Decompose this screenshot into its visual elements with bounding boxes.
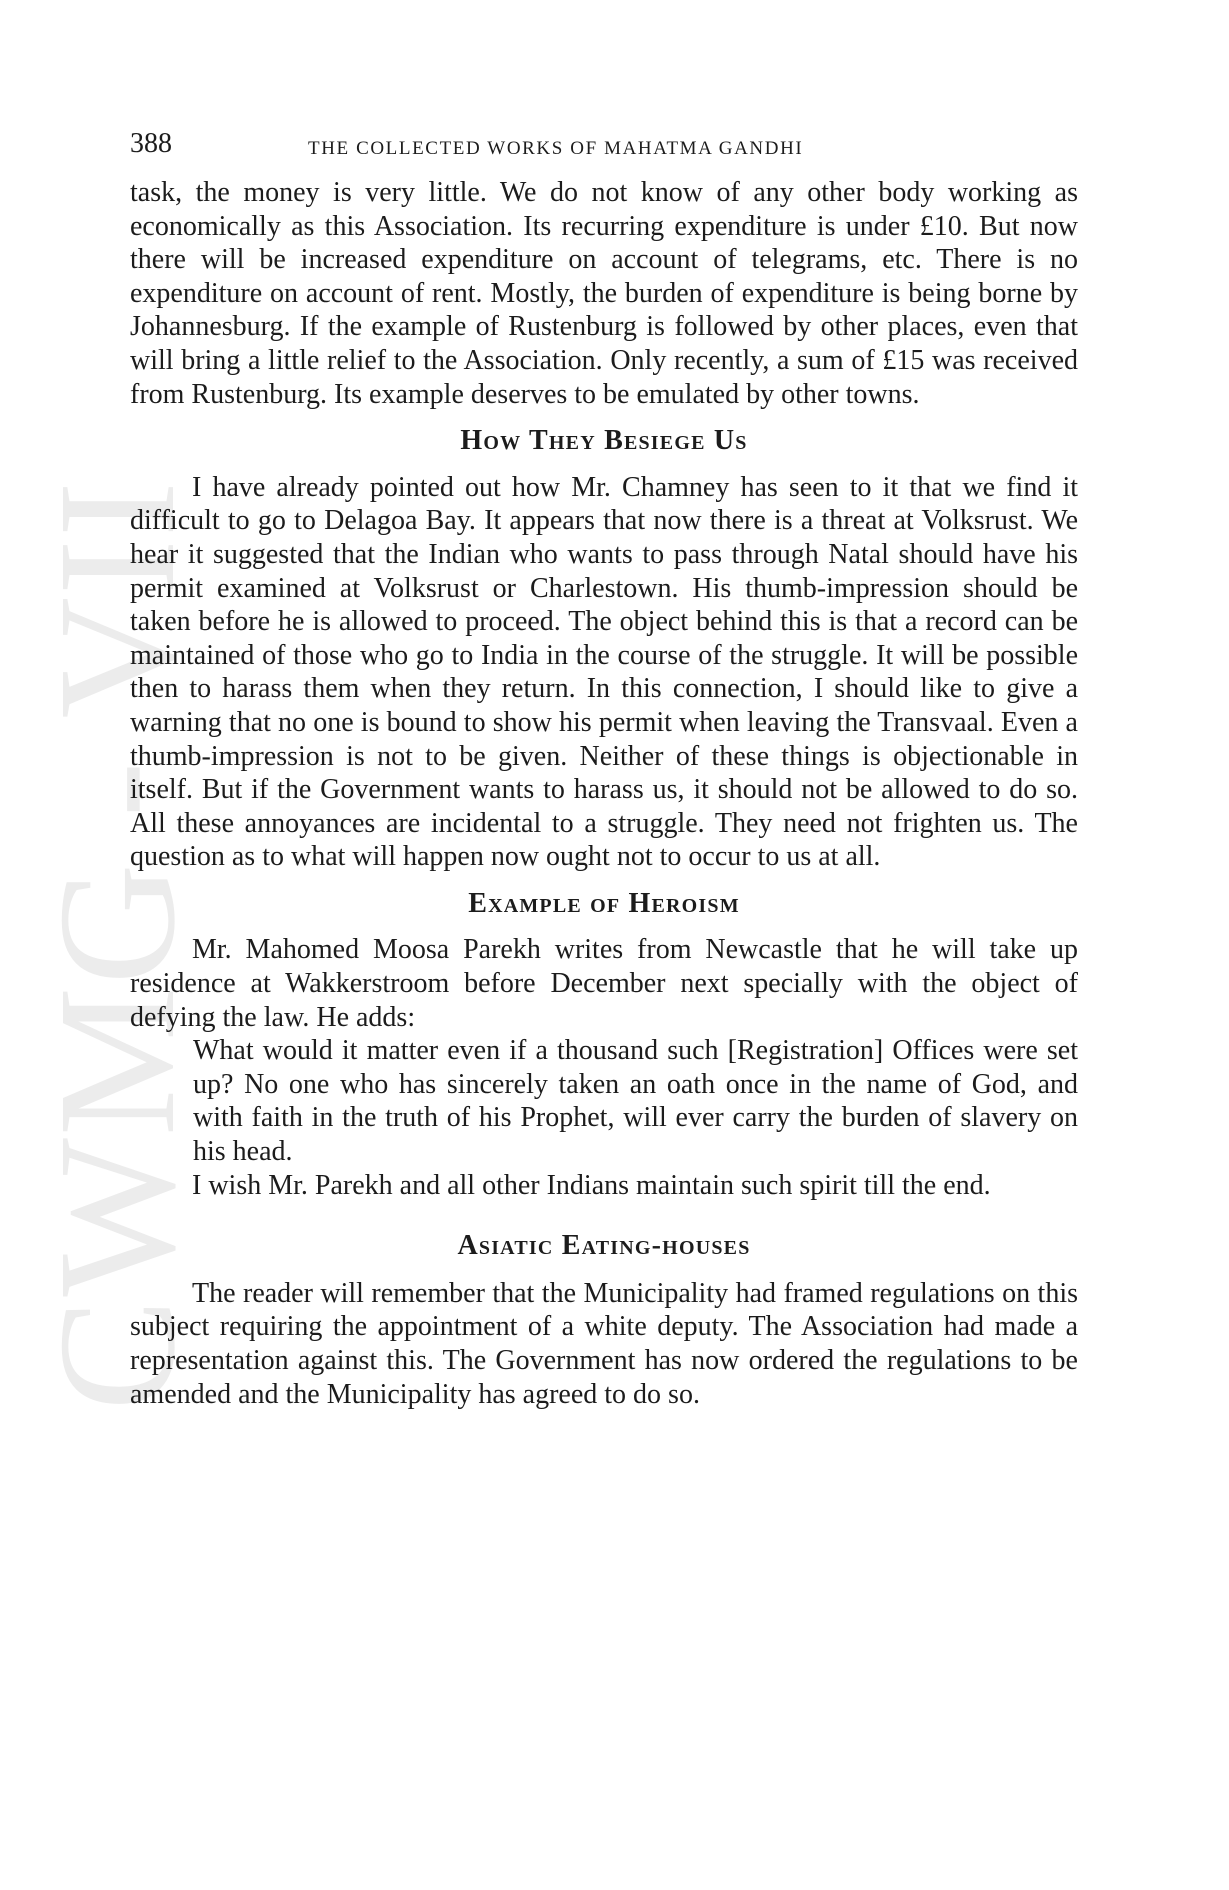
page-content: [130, 128, 1078, 1411]
paragraph-besiege: I have already pointed out how Mr. Chamney has seen to it that we find it difficult to go to Delagoa Bay. It appears that now there is a threat at Volksrust. We hear it suggested that the Indian who wants to pass through Natal should have his permit examined at Volksrust or Charlestown. His thumb-impression should be taken before he is allowed to proceed. The object behind this is that a record can be maintained of those who go to India in the course of the struggle. It will be possible then to harass them when they return. In this connection, I should like to give a warning that no one is bound to show his permit when leaving the Transvaal. Even a thumb-impression is not to be given. Neither of these things is objectionable in itself. But if the Government wants to harass us, it should not be allowed to do so. All these annoyances are incidental to a struggle. They need not frighten us. The question as to what will happen now ought not to occur to us at all.: [130, 471, 1078, 873]
paragraph-heroism-closing: I wish Mr. Parekh and all other Indians maintain such spirit till the end.: [192, 1169, 991, 1201]
section-heading-besiege: How They Besiege Us: [460, 425, 748, 457]
section-heading-eating-houses: Asiatic Eating-houses: [457, 1230, 751, 1262]
watermark-text: CWMG - VII: [24, 479, 210, 1411]
paragraph-eating-houses: The reader will remember that the Municipality had framed regulations on this subject requiring the appointment of a white deputy. The Association had made a representation against this. The Government has now ordered the regulations to be amended and the Municipality has agreed to do so.: [130, 1277, 1078, 1410]
running-head: [130, 128, 1078, 168]
page-number: 388: [130, 128, 172, 159]
paragraph-opening: task, the money is very little. We do not know of any other body working as economically as this Association. Its recurring expenditure is under £10. But now there will be increased expenditure on account of telegrams, etc. There is no expenditure on account of rent. Mostly, the burden of expenditure is being borne by Johannesburg. If the example of Rustenburg is followed by other places, even that will bring a little relief to the Association. Only recently, a sum of £15 was received from Rustenburg. Its example deserves to be emulated by other towns.: [130, 177, 1078, 410]
section-heading-heroism: Example of Heroism: [468, 887, 740, 919]
running-title: THE COLLECTED WORKS OF MAHATMA GANDHI: [308, 138, 804, 159]
block-quote: What would it matter even if a thousand such [Registration] Offices were set up? No one who has sincerely taken an oath once in the name of God, and with faith in the truth of his Prophet, will ever carry the burden of slavery on his head.: [193, 1035, 1078, 1168]
paragraph-heroism: Mr. Mahomed Moosa Parekh writes from Newcastle that he will take up residence at Wakkerstroom before December next specially with the object of defying the law. He adds:: [130, 934, 1078, 1033]
